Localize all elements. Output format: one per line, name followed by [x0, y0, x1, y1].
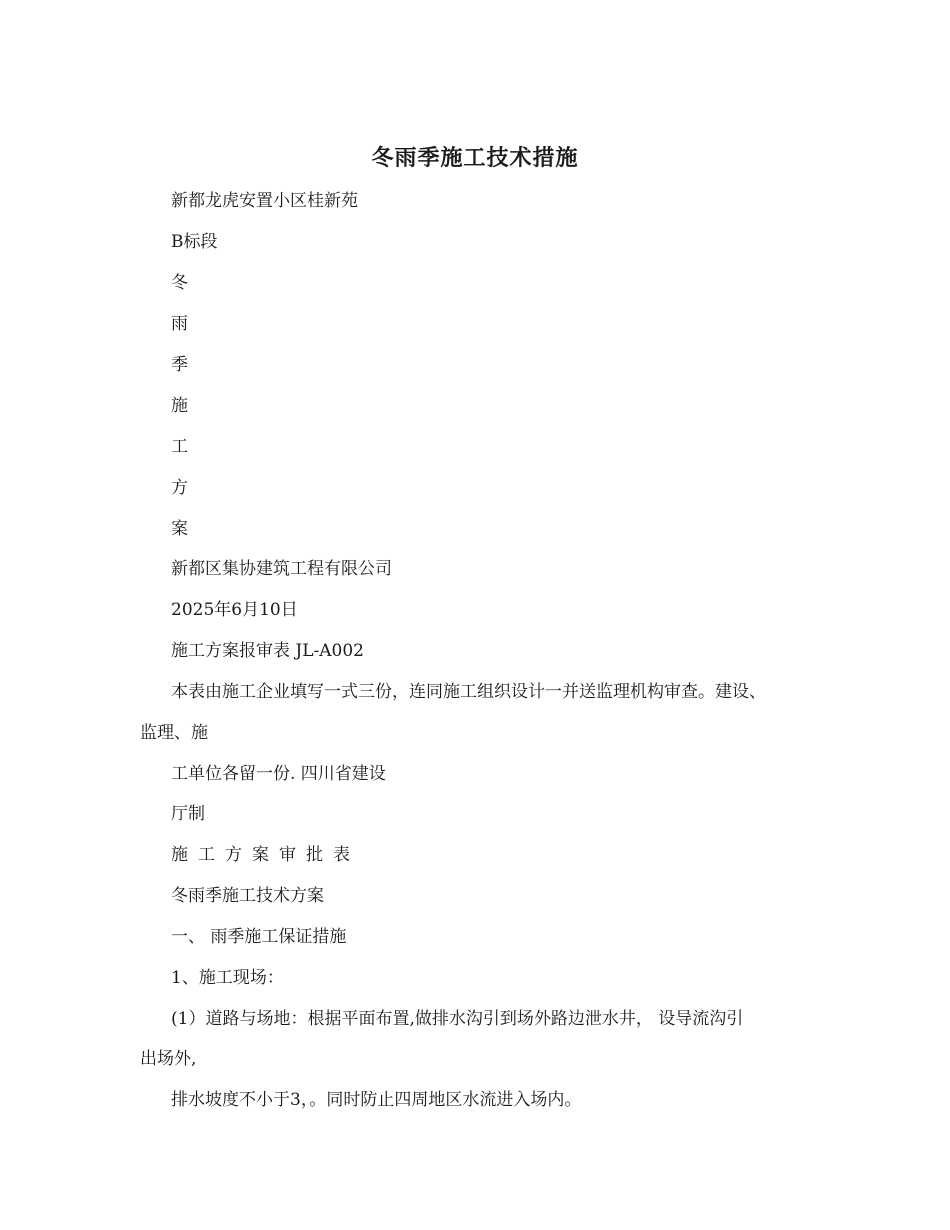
- vertical-title-char: 雨: [171, 314, 188, 334]
- form-code-line: 施工方案报审表 JL-A002: [171, 641, 364, 661]
- vertical-title-char: 案: [171, 519, 188, 539]
- section-heading: 一、 雨季施工保证措施: [171, 927, 347, 947]
- approval-table-heading: 施工方案审批表: [171, 845, 360, 865]
- company-name-line: 新都区集协建筑工程有限公司: [171, 559, 392, 579]
- paragraph-line: (1）道路与场地：根据平面布置,做排水沟引到场外路边泄水井， 设导流沟引: [171, 1009, 744, 1029]
- paragraph-line: 工单位各留一份. 四川省建设: [171, 764, 386, 784]
- section-label-line: B标段: [171, 232, 218, 252]
- date-line: 2025年6月10日: [171, 600, 298, 620]
- subsection-heading: 1、施工现场：: [171, 968, 284, 988]
- document-title: 冬雨季施工技术措施: [371, 145, 579, 171]
- vertical-title-char: 方: [171, 478, 188, 498]
- paragraph-line: 出场外,: [140, 1049, 197, 1069]
- paragraph-line: 本表由施工企业填写一式三份，连同施工组织设计一并送监理机构审查。建设、: [171, 682, 766, 702]
- vertical-title-char: 工: [171, 437, 188, 457]
- paragraph-line: 排水坡度不小于3，。同时防止四周地区水流进入场内。: [171, 1090, 582, 1110]
- vertical-title-char: 冬: [171, 273, 188, 293]
- vertical-title-char: 季: [171, 355, 188, 375]
- section-heading: 冬雨季施工技术方案: [171, 886, 324, 906]
- project-name-line: 新都龙虎安置小区桂新苑: [171, 191, 358, 211]
- paragraph-line: 厅制: [171, 804, 205, 824]
- vertical-title-char: 施: [171, 396, 188, 416]
- paragraph-line: 监理、施: [140, 723, 208, 743]
